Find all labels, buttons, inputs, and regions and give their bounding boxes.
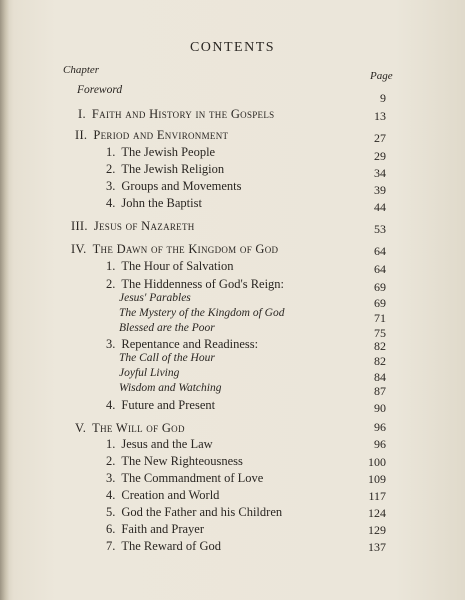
toc-subsection: Joyful Living [119, 367, 180, 379]
toc-section-number: 7. [106, 539, 116, 553]
toc-entry-page: 82 [374, 354, 386, 368]
toc-section [106, 398, 215, 413]
toc-section-number: 2. [106, 277, 116, 291]
toc-section [106, 522, 204, 537]
toc-subsection: The Mystery of the Kingdom of God [119, 307, 285, 319]
toc-section-title: Jesus and the Law [121, 437, 213, 451]
toc-section-title: Creation and World [121, 488, 220, 502]
toc-section-number: 3. [106, 471, 116, 485]
toc-section [106, 162, 224, 177]
toc-entry-page: 27 [374, 131, 386, 145]
toc-chapter-number: III. [71, 219, 88, 233]
toc-section-title: John the Baptist [121, 196, 202, 210]
toc-section-number: 4. [106, 196, 116, 210]
toc-entry-page: 117 [368, 489, 386, 503]
toc-entry-page: 87 [374, 384, 386, 398]
toc-entry-page: 75 [374, 326, 386, 340]
toc-section [106, 505, 282, 520]
toc-chapter [75, 128, 228, 143]
toc-entry-page: 129 [368, 523, 386, 537]
toc-entry-page: 69 [374, 296, 386, 310]
toc-section-title: The Hour of Salvation [121, 259, 234, 273]
toc-section-number: 4. [106, 488, 116, 502]
toc-chapter-title: The Dawn of the Kingdom of God [92, 242, 279, 256]
toc-entry-page: 137 [368, 540, 386, 554]
toc-section-number: 4. [106, 398, 116, 412]
toc-chapter-number: II. [75, 128, 88, 142]
toc-chapter-title: The Will of God [92, 421, 185, 435]
toc-section-number: 2. [106, 162, 116, 176]
toc-entry-page: 29 [374, 149, 386, 163]
toc-section-number: 6. [106, 522, 116, 536]
toc-section-title: Repentance and Readiness: [121, 337, 259, 351]
toc-entry-page: 90 [374, 401, 386, 415]
toc-entry-page: 39 [374, 183, 386, 197]
toc-entry-page: 53 [374, 222, 386, 236]
toc-entry-page: 96 [374, 437, 386, 451]
toc-section-title: The New Righteousness [121, 454, 243, 468]
toc-subsection: The Call of the Hour [119, 352, 215, 364]
toc-section-title: The Reward of God [121, 539, 221, 553]
toc-chapter-title: Faith and History in the Gospels [91, 107, 275, 121]
toc-section-title: Faith and Prayer [121, 522, 204, 536]
toc-chapter [71, 219, 195, 234]
toc-section-title: The Jewish People [121, 145, 216, 159]
toc-entry-label: Foreword [77, 84, 123, 96]
toc-section-title: God the Father and his Children [121, 505, 283, 519]
toc-chapter-title: Period and Environment [93, 128, 229, 142]
toc-entry-page: 34 [374, 166, 386, 180]
toc-entry-page: 109 [368, 472, 386, 486]
toc-chapter [78, 107, 274, 122]
toc-entry-page: 82 [374, 339, 386, 353]
toc-section-number: 1. [106, 259, 116, 273]
toc-section-title: Future and Present [121, 398, 216, 412]
toc-entry-page: 69 [374, 280, 386, 294]
page-edge-shadow [0, 0, 9, 600]
toc-chapter-number: IV. [71, 242, 87, 256]
toc-section-number: 3. [106, 179, 116, 193]
toc-section [106, 259, 234, 274]
toc-subsection: Blessed are the Poor [119, 322, 215, 334]
page-title: CONTENTS [189, 40, 276, 55]
toc-chapter-number: V. [75, 421, 87, 435]
toc-section-title: The Hiddenness of God's Reign: [121, 277, 285, 291]
toc-section-number: 1. [106, 437, 116, 451]
toc-section-title: The Commandment of Love [121, 471, 264, 485]
toc-section [106, 145, 215, 160]
toc-section [106, 437, 213, 452]
toc-section [106, 471, 263, 486]
chapter-column-header: Chapter [63, 64, 100, 76]
toc-subsection: Jesus' Parables [119, 292, 191, 304]
toc-entry-page: 84 [374, 370, 386, 384]
toc-section [106, 454, 243, 469]
toc-entry-page: 44 [374, 200, 386, 214]
toc-section [106, 488, 219, 503]
toc-entry-page: 71 [374, 311, 386, 325]
toc-chapter [75, 421, 185, 436]
toc-chapter-number: I. [78, 107, 86, 121]
toc-entry-page: 124 [368, 506, 386, 520]
toc-section [106, 196, 202, 211]
toc-section-number: 1. [106, 145, 116, 159]
toc-section-title: The Jewish Religion [121, 162, 225, 176]
toc-subsection: Wisdom and Watching [119, 382, 222, 394]
toc-entry-page: 96 [374, 420, 386, 434]
toc-section [106, 539, 221, 554]
toc-chapter [71, 242, 278, 257]
toc-section [106, 337, 258, 352]
toc-section-number: 3. [106, 337, 116, 351]
toc-entry-page: 13 [374, 109, 386, 123]
toc-section [106, 277, 284, 292]
toc-section-number: 2. [106, 454, 116, 468]
toc-entry-page: 9 [380, 91, 386, 105]
toc-section [106, 179, 242, 194]
toc-chapter-title: Jesus of Nazareth [93, 219, 195, 233]
toc-entry-page: 64 [374, 262, 386, 276]
toc-section-title: Groups and Movements [121, 179, 242, 193]
toc-entry-page: 64 [374, 244, 386, 258]
toc-section-number: 5. [106, 505, 116, 519]
toc-entry-page: 100 [368, 455, 386, 469]
page-column-header: Page [370, 70, 393, 82]
